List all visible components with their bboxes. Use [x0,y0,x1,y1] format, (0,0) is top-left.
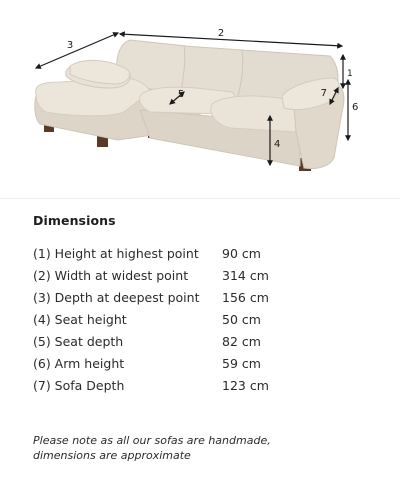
dimension-value: 123 cm [222,377,269,393]
handmade-note [33,433,373,463]
callout-5: 5 [177,89,185,100]
callout-3: 3 [66,40,74,51]
sofa-illustration [35,40,344,171]
dimension-value: 50 cm [222,311,261,327]
dimension-value: 156 cm [222,289,269,305]
callout-6: 6 [352,102,359,113]
dimension-label: (1) Height at highest point [33,245,199,261]
dimension-row [33,352,333,374]
dimensions-list [33,242,333,396]
section-divider [0,198,400,199]
dimension-value: 314 cm [222,267,269,283]
dimension-row [33,286,333,308]
callout-2: 2 [217,28,225,39]
dimension-label: (5) Seat depth [33,333,124,349]
sofa-dimension-diagram [0,0,400,200]
dimension-label: (3) Depth at deepest point [33,289,200,305]
dimension-row [33,308,333,330]
callout-4: 4 [274,139,281,150]
dimension-label: (7) Sofa Depth [33,377,125,393]
dimension-label: (4) Seat height [33,311,127,327]
dimension-label: (2) Width at widest point [33,267,189,283]
dimension-row [33,374,333,396]
dimension-row [33,330,333,352]
note-line: dimensions are approximate [33,449,191,462]
dimension-value: 90 cm [222,245,261,261]
callout-1: 1 [347,69,353,79]
dimension-label: (6) Arm height [33,355,125,371]
dimension-row [33,242,333,264]
note-line: Please note as all our sofas are handmade, [33,434,271,447]
dimensions-heading: Dimensions [33,213,116,228]
callout-7: 7 [320,88,327,99]
dimension-row [33,264,333,286]
dimension-value: 59 cm [222,355,261,371]
dimension-value: 82 cm [222,333,261,349]
